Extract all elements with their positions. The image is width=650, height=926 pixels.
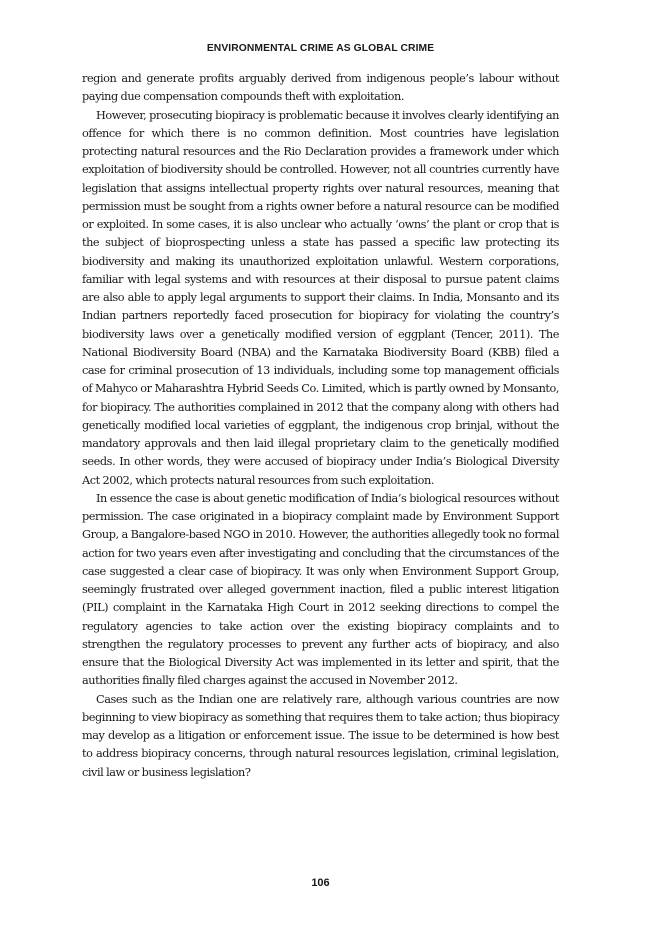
- body-text: [82, 70, 559, 782]
- paragraph-continuation: region and generate profits arguably derived from indigenous people’s labour without paying due compensation compounds theft with exploitation.: [82, 72, 559, 104]
- paragraph: However, prosecuting biopiracy is problematic because it involves clearly identifying an offence for which there is no common definition. Most countries have legislation protecting natural resources and the Rio Declaration provides a framework under which exploitation of biodiversity should be controlled. However, not all countries currently have legislation that assigns intellectual property rights over natural resources, meaning that permission must be sought from a rights owner before a natural resource can be modified or exploited. In some cases, it is also unclear who actually ‘owns’ the plant or crop that is the subject of bioprospecting unless a state has passed a specific law protecting its biodiversity and making its unauthorized exploitation unlawful. Western corporations, familiar with legal systems and with resources at their disposal to pursue patent claims are also able to apply legal arguments to support their claims. In India, Monsanto and its Indian partners reportedly faced prosecution for biopiracy for violating the country’s biodiversity laws over a genetically modified version of eggplant (Tencer, 2011). The National Biodiversity Board (NBA) and the Karnataka Biodiversity Board (KBB) filed a case for criminal prosecution of 13 individuals, including some top management officials of Mahyco or Maharashtra Hybrid Seeds Co. Limited, which is partly owned by Monsanto, for biopiracy. The authorities complained in 2012 that the company along with others had genetically modified local varieties of eggplant, the indigenous crop brinjal, without the mandatory approvals and then laid illegal proprietary claim to the genetically modified seeds. In other words, they were accused of biopiracy under India’s Biological Diversity Act 2002, which protects natural resources from such exploitation.: [82, 108, 559, 487]
- paragraph: In essence the case is about genetic modification of India’s biological resources without permission. The case originated in a biopiracy complaint made by Environment Support Group, a Bangalore-based NGO in 2010. However, the authorities allegedly took no formal action for two years even after investigating and concluding that the circumstances of the case suggested a clear case of biopiracy. It was only when Environment Support Group, seemingly frustrated over alleged government inaction, filed a public interest litigation (PIL) complaint in the Karnataka High Court in 2012 seeking directions to compel the regulatory agencies to take action over the existing biopiracy complaints and to strengthen the regulatory processes to prevent any further acts of biopiracy, and also ensure that the Biological Diversity Act was implemented in its letter and spirit, that the authorities finally filed charges against the accused in November 2012.: [82, 491, 559, 688]
- book-page: [82, 0, 559, 926]
- paragraph: Cases such as the Indian one are relatively rare, although various countries are now beginning to view biopiracy as something that requires them to take action; thus biopiracy may develop as a litigation or enforcement issue. The issue to be determined is how best to address biopiracy concerns, through natural resources legislation, criminal legislation, civil law or business legislation?: [82, 692, 559, 779]
- running-head: ENVIRONMENTAL CRIME AS GLOBAL CRIME: [206, 43, 435, 54]
- page-number: 106: [311, 877, 330, 889]
